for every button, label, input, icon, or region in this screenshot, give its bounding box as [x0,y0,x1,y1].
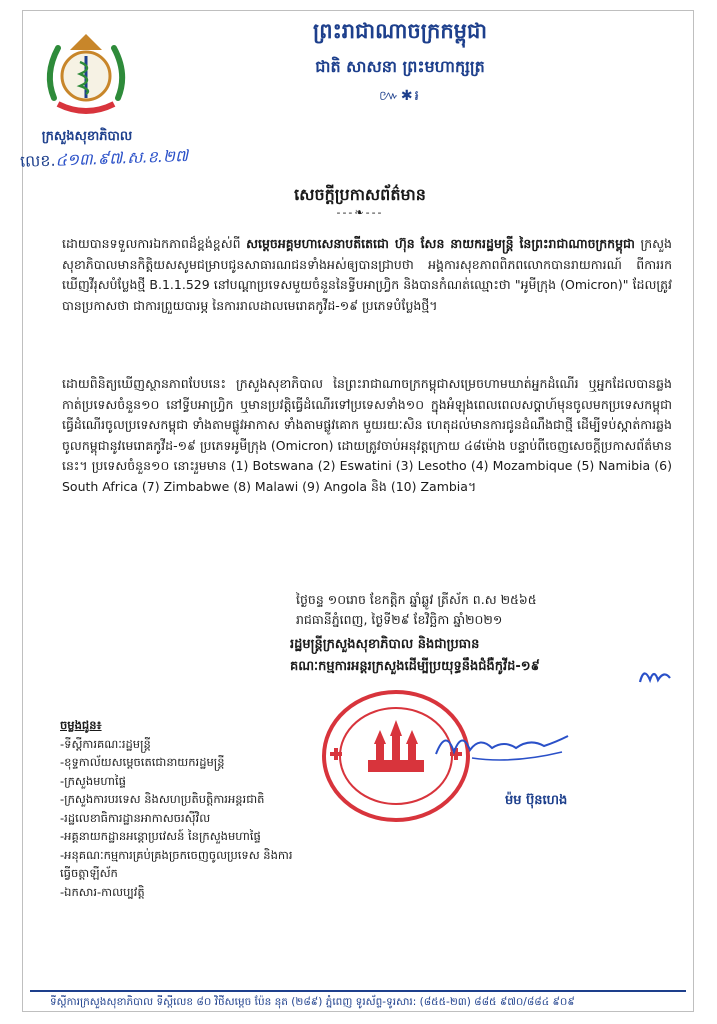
kingdom-heading: ព្រះរាជាណាចក្រកម្ពុជា [312,19,487,43]
ministry-name: ក្រសួងសុខាភិបាល [41,129,133,144]
cc-heading: ចម្លងជូន៖ [60,718,102,732]
signer-name: ម៉ម ប៊ុនហេង [505,793,568,808]
handwritten-mark [636,662,676,690]
document-title: សេចក្តីប្រកាសព័ត៌មាន [294,185,426,204]
footer-address: ទីស្តីការក្រសួងសុខាភិបាល ទីស្តីលេខ ៨០ វិថីសម្តេច ប៉ែន នុត (២៨៩) ភ្នំពេញ ទូរស័ព្ទ-ទូរសារ: (៨៥៥-២៣) ៨៨៥ ៩៧០/៨៨៤ ៩០៩ [50,996,575,1008]
cc-item: -អគ្គនាយកដ្ឋានអន្តោប្រវេសន៍ នៃក្រសួងមហាផ្ទៃ [60,829,261,843]
header-ornament: ៚✱៛ [379,88,421,104]
signer-title-line-2: គណៈកម្មការអន្តរក្រសួងដើម្បីប្រយុទ្ធនឹងជំងឺកូវីដ-១៩ [290,659,540,674]
cc-list [60,716,320,901]
paragraph-2: ដោយពិនិត្យឃើញស្ថានភាពបែបនេះ ក្រសួងសុខាភិបាល នៃព្រះរាជាណាចក្រកម្ពុជាសម្រេចហាមឃាត់អ្នកដំណើរ ឬអ្នកដែលបានឆ្លងកាត់ប្រទេសចំនួន១០ នៅទ្វីបអាហ្វ្រិក ឬមានប្រវត្តិធ្វើដំណើរទៅប្រទេសទាំង១០ ក្នុងអំឡុងពេលពេលសប្តាហ៍មុនចូលមកប្រទេសកម្ពុជា ធ្វើដំណើរចូលប្រទេសកម្ពុជា ទាំងតាមផ្លូវអាកាស ទាំងតាមផ្លូវគោក មួយរយៈសិន ហេតុដល់មានការជូនដំណឹងជាថ្មី ដើម្បីទប់ស្កាត់ការឆ្លងចូលកម្ពុជានូវមេរោគកូវីដ-១៩ ប្រភេទអូមីក្រុង (Omicron) ដោយត្រូវចាប់អនុវត្តក្រោយ ៤៨ម៉ោង បន្ទាប់ពីចេញសេចក្តីប្រកាសព័ត៌មាននេះ។ ប្រទេសចំនួន១០ នោះរួមមាន (1) Botswana (2) Eswatini (3) Lesotho (4) Mozambique (5) Namibia (6) South Africa (7) Zimbabwe (8) Malawi (9) Angola និង (10) Zambia។ [62,376,672,494]
cc-item: -ខុទ្ទកាល័យសម្តេចតេជោនាយករដ្ឋមន្ត្រី [60,755,225,769]
handwritten-signature [432,722,572,768]
angkor-temple-icon [368,720,424,772]
cc-item: -ក្រសួងមហាផ្ទៃ [60,773,126,788]
signer-title [290,634,690,678]
title-ornament: ---❧--- [336,206,384,219]
dateline [296,590,676,630]
reference-handwritten: ៤១៣.៩៧.ស.ខ.២៧ [55,146,189,170]
signer-title-line-1: រដ្ឋមន្ត្រីក្រសួងសុខាភិបាល និងជាប្រធាន [290,637,480,652]
dateline-solar: រាជធានីភ្នំពេញ, ថ្ងៃទី២៩ ខែវិច្ឆិកា ឆ្នាំ២០២១ [296,612,503,627]
cc-item: -អនុគណៈកម្មការគ្រប់គ្រងច្រកចេញចូលប្រទេស និងការធ្វើចត្តាឡីស័ក [60,847,293,880]
paragraph-1-bold: សម្តេចអគ្គមហាសេនាបតីតេជោ ហ៊ុន សែន នាយករដ្ឋមន្ត្រី នៃព្រះរាជាណាចក្រកម្ពុជា [246,236,635,251]
cc-item: -ឯកសារ-កាលប្បវត្តិ [60,884,145,899]
cc-item: -ទីស្តីការគណៈរដ្ឋមន្ត្រី [60,736,151,751]
national-motto: ជាតិ សាសនា ព្រះមហាក្សត្រ [315,57,485,76]
paragraph-1-intro: ដោយបានទទួលការឯកភាពដ៏ខ្ពង់ខ្ពស់ពី [62,236,247,251]
footer-divider [30,990,686,992]
cc-item: -រដ្ឋលេខាធិការដ្ឋានអាកាសចរស៊ីវិល [60,810,211,825]
ministry-of-health-logo [40,28,132,120]
cc-item: -ក្រសួងការបរទេស និងសហប្រតិបត្តិការអន្តរជាតិ [60,792,265,806]
reference-prefix: លេខ. [19,150,56,171]
temple-roof-icon [70,34,102,50]
dateline-lunar: ថ្ងៃចន្ទ ១០រោច ខែកត្តិក ឆ្នាំឆ្លូវ ត្រីស័ក ព.ស ២៥៦៥ [296,592,537,607]
paragraph-1-rest: ក្រសួងសុខាភិបាលមានកិត្តិយសសូមជម្រាបជូនសាធារណជនទាំងអស់ឲ្យបានជ្រាបថា អង្គការសុខភាពពិភពលោកបានរាយការណ៍ ពីការរកឃើញវីរុសបំប្លែងថ្មី B.1.1.529 នៅបណ្តាប្រទេសមួយចំនួននៃទ្វីបអាហ្វ្រិក និងបានកំណត់ឈ្មោះថា "អូមីក្រុង (Omicron)" ដែលត្រូវបានប្រកាសថា ជាការព្រួយបារម្ភ នៃការរាលដាលមេរោគកូវីដ-១៩ ប្រភេទបំប្លែងថ្មី។ [62,236,672,313]
paragraph-1 [62,234,672,316]
